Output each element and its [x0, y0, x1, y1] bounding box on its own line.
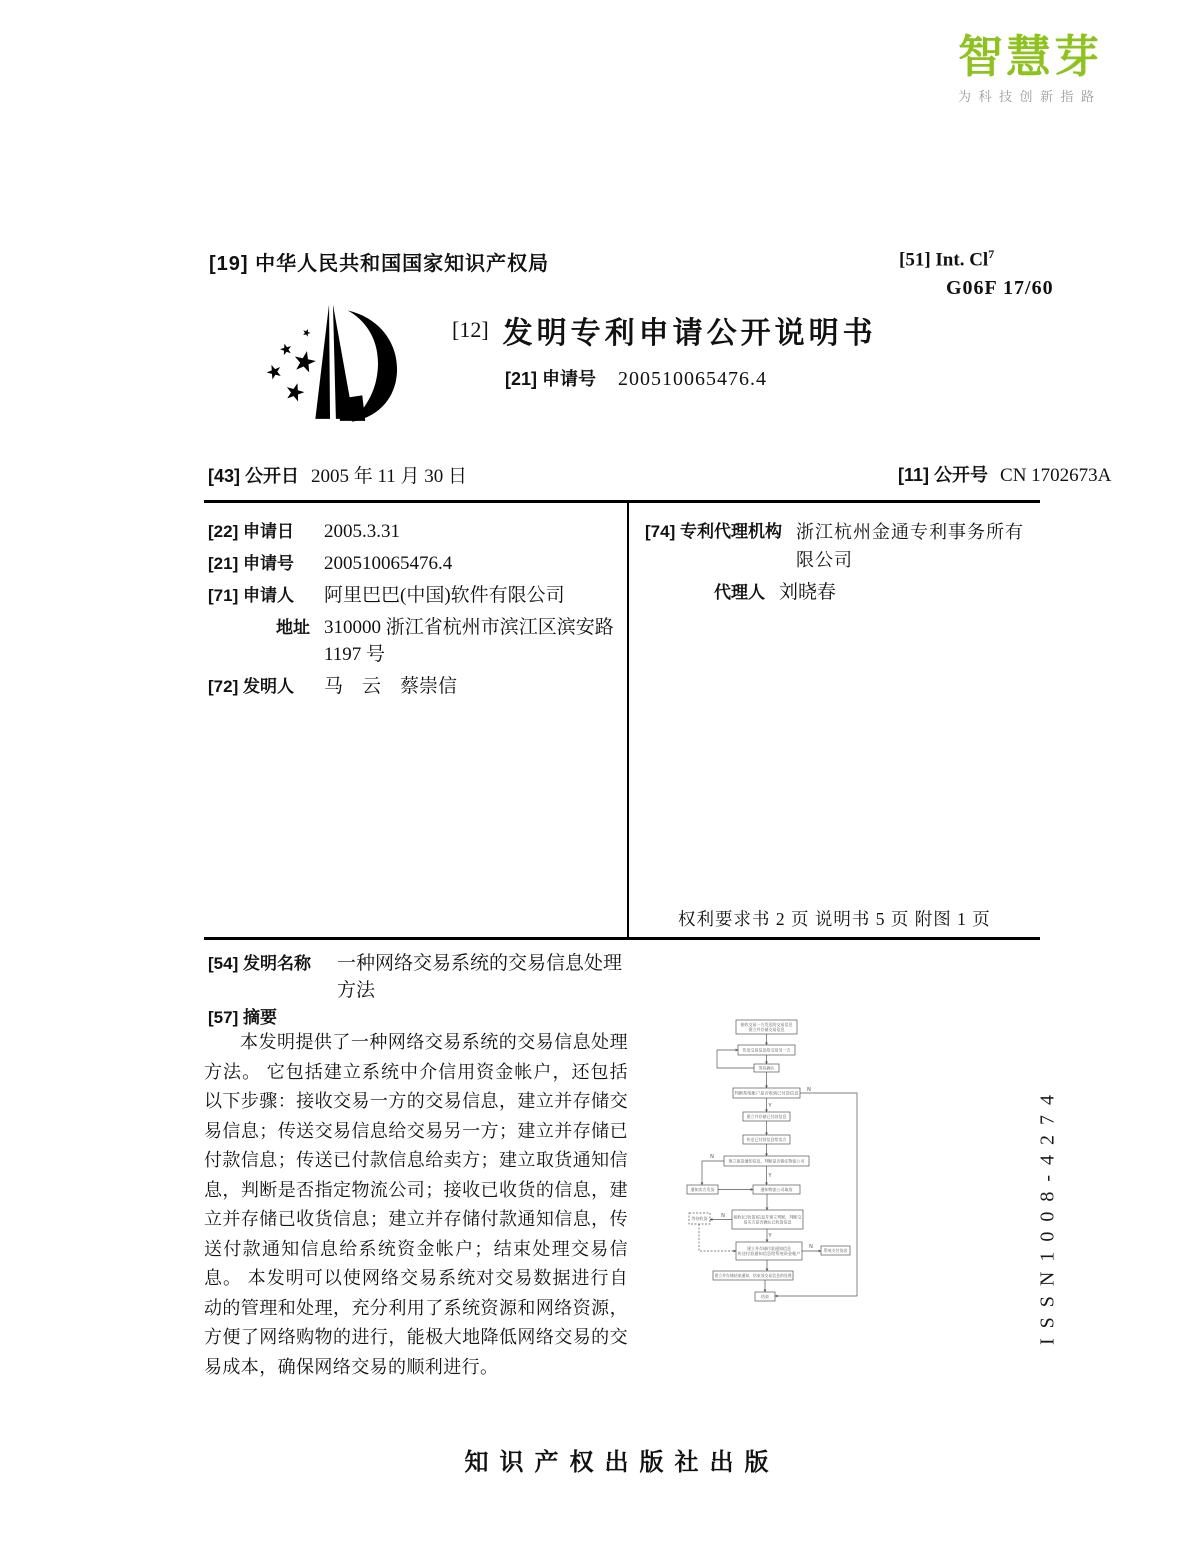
flowchart-branch-label: Y: [768, 1173, 772, 1179]
flowchart-box-label: 建立取货通知信息，判断是否指定物流公司: [728, 1158, 805, 1164]
int-cl-text: [51] Int. Cl: [899, 249, 989, 271]
horizontal-rule-bottom: [204, 937, 1040, 940]
flowchart-branch-label: Y: [768, 1103, 772, 1109]
agency-row: [645, 518, 1041, 574]
flowchart-box-label: 建立并存储已付款信息: [746, 1114, 787, 1119]
patent-office-header: [19] 中华人民共和国国家知识产权局: [209, 253, 550, 275]
biblio-right-column: [645, 518, 1041, 611]
horizontal-rule-top: [204, 500, 1040, 503]
flowchart-box-label: 易买方是否确认已收货信息: [743, 1219, 792, 1225]
applicant-label: [71] 申请人: [208, 586, 294, 605]
flowchart-box-label: 通知卖方发货: [690, 1187, 715, 1192]
flowchart-box-label: 判断系统帐户是否收到已付款信息: [734, 1090, 795, 1096]
filing-date-label: [22] 申请日: [208, 522, 294, 541]
address-label: 地址: [276, 618, 310, 637]
publication-date-value: 2005 年 11 月 30 日: [311, 466, 468, 487]
inventors-value: 马 云 蔡崇信: [324, 676, 458, 697]
publisher-footer: 知识产权出版社出版: [464, 1450, 780, 1476]
flowchart-box-label: 接收交易一方发送的交易信息: [740, 1022, 793, 1027]
application-no-row: [208, 550, 626, 577]
int-cl-class: G06F 17/60: [946, 277, 1054, 299]
flowchart-box-label: 通知物流公司取货: [760, 1187, 793, 1192]
flowchart-connector: [702, 1161, 724, 1185]
flowchart-branch-label: N: [710, 1154, 714, 1160]
pages-note: 权利要求书 2 页 说明书 5 页 附图 1 页: [678, 909, 991, 929]
emblem-stars: [265, 328, 318, 403]
address-value: 310000 浙江省杭州市滨江区滨安路 1197 号: [324, 617, 614, 665]
invention-title-value: 一种网络交易系统的交易信息处理方法: [336, 953, 622, 1001]
flowchart-box-label: 传送已付款信息给卖方: [746, 1137, 787, 1142]
publication-number: [898, 461, 1111, 487]
agent-row: [645, 579, 1041, 606]
patsnap-brand: [957, 31, 1102, 105]
application-number-value: 200510065476.4: [618, 368, 768, 390]
emblem-monument: [315, 304, 397, 421]
agency-value: 浙江杭州金通专利事务所有限公司: [795, 522, 1024, 570]
inventors-label: [72] 发明人: [208, 677, 294, 696]
flowchart-box-label: 传送付款通知信息给系统资金帐户: [737, 1251, 798, 1256]
flowchart-branch-label: N: [721, 1213, 725, 1219]
flowchart-branch-label: N: [809, 1244, 813, 1250]
flowchart-branch-label: N: [807, 1087, 811, 1093]
applicant-row: [208, 582, 626, 609]
agent-value: 刘晓春: [779, 582, 837, 603]
issn-vertical-text: ISSN1008-4274: [1036, 1084, 1059, 1346]
application-number-label: [21] 申请号: [505, 369, 597, 389]
flowchart-connector: [775, 1093, 857, 1296]
flowchart-branch-label: Y: [768, 1233, 772, 1239]
flowchart-box-label: 建立并存储付款通知信息: [747, 1246, 791, 1251]
publication-date-label: [43] 公开日: [208, 466, 300, 486]
address-row: [208, 614, 626, 668]
biblio-left-column: [208, 518, 626, 705]
publication-number-label: [11] 公开号: [898, 465, 989, 485]
flowchart-box-label: 结束: [761, 1294, 769, 1299]
patsnap-tagline: 为科技创新指路: [957, 89, 1102, 104]
agent-label: 代理人: [714, 583, 765, 602]
filing-date-row: [208, 518, 626, 545]
flowchart-box-label: 建立并存储交易信息: [748, 1027, 785, 1032]
agency-label: [74] 专利代理机构: [645, 522, 782, 541]
application-no-value: 200510065476.4: [324, 553, 453, 574]
flowchart-box-label: 建立并存储结束通知，结束该交易信息的处理: [714, 1273, 795, 1278]
transaction-flowchart-figure: [672, 1002, 872, 1332]
doc-type-text: 发明专利申请公开说明书: [502, 317, 877, 350]
column-divider: [627, 503, 629, 937]
doc-type-number: [12]: [452, 317, 489, 342]
flowchart-box-label: 传送交易信息给交易另一方: [742, 1047, 791, 1053]
patsnap-logo: 智慧芽: [957, 31, 1102, 82]
sipo-emblem-logo: [243, 289, 419, 449]
applicant-value: 阿里巴巴(中国)软件有限公司: [324, 585, 565, 606]
invention-title-label: [54] 发明名称: [208, 954, 311, 973]
application-number-line: [505, 365, 767, 391]
flowchart-box-label: 系统支付货款: [823, 1248, 848, 1253]
publication-number-value: CN 1702673A: [1000, 465, 1112, 486]
inventors-row: [208, 673, 626, 700]
int-cl-sup: 7: [988, 247, 995, 261]
flowchart-connector: [699, 1224, 736, 1251]
abstract-text: 本发明提供了一种网络交易系统的交易信息处理方法。 它包括建立系统中介信用资金帐户，还包括以下步骤：接收交易一方的交易信息，建立并存储交易信息；传送交易信息给交易另一方；建立并存储已付款信息；传送已付款信息给卖方；建立取货通知信息，判断是否指定物流公司；接收已收货的信息，建立并存储已收货信息；建立并存储付款通知信息，传送付款通知信息给系统资金帐户；结束处理交易信息。 本发明可以使网络交易系统对交易数据进行自动的管理和处理，充分利用了系统资源和网络资源，方便了网络购物的进行，能极大地降低网络交易的交易成本，确保网络交易的顺利进行。: [204, 1032, 628, 1377]
publication-date: [208, 461, 467, 488]
abstract-label: [57] 摘要: [208, 1008, 277, 1027]
filing-date-value: 2005.3.31: [324, 521, 400, 542]
document-type-title: [452, 308, 877, 352]
int-cl-label: [899, 247, 994, 271]
flowchart-box-label: 等待确认: [758, 1065, 775, 1071]
invention-title-section: [208, 950, 631, 1004]
flowchart-box-label: 接收(已收货)信息并建立判断，判断交: [733, 1214, 801, 1220]
flowchart-box-label: 等待收货: [691, 1216, 708, 1221]
application-no-label: [21] 申请号: [208, 554, 294, 573]
